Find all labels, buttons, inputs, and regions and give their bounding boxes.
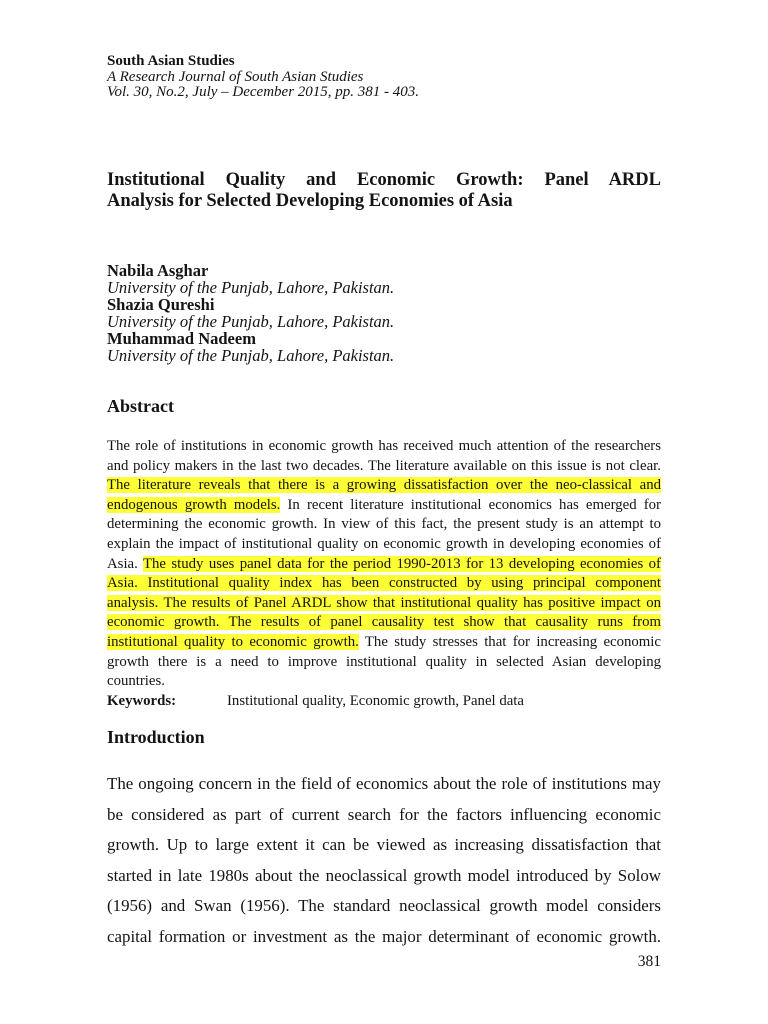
abstract-line [107,633,661,653]
keywords-value: Institutional quality, Economic growth, Panel data [227,692,524,709]
journal-subtitle: A Research Journal of South Asian Studies [107,68,364,85]
abstract-text-run: The study stresses that for increasing economic [358,633,661,650]
highlighted-text: Asia. Institutional quality index has been constructed by using principal component [107,575,661,592]
abstract-line [107,613,661,633]
abstract-text-run: determining the economic growth. In view of this fact, the present study is an attempt to [107,516,661,533]
highlighted-text: institutional quality to economic growth. [107,633,359,650]
author-entry [107,296,661,330]
abstract-body [107,437,661,711]
page-number: 381 [637,953,661,970]
author-affiliation: University of the Punjab, Lahore, Pakistan. [107,345,395,365]
introduction-line: started in late 1980s about the neoclassical growth model introduced by Solow [107,865,661,885]
highlighted-text: The literature reveals that there is a growing dissatisfaction over the neo-classical and [107,477,661,494]
highlighted-text: The study uses panel data for the period 1990-2013 for 13 developing economies of [142,555,661,572]
author-entry [107,330,661,364]
highlighted-text: economic growth. The results of panel causality test show that causality runs from [107,614,661,631]
abstract-text-run: countries. [107,673,165,690]
journal-volume-info: Vol. 30, No.2, July – December 2015, pp. 381 - 403. [107,84,420,100]
abstract-line [107,594,661,614]
introduction-heading: Introduction [107,727,205,747]
author-name: Muhammad Nadeem [107,328,256,348]
abstract-text-run: In recent literature institutional economics has emerged for [280,496,661,513]
abstract-line [107,457,661,477]
abstract-line [107,574,661,594]
abstract-line [107,476,661,496]
introduction-line: The ongoing concern in the field of economics about the role of institutions may [107,774,661,793]
journal-header [107,54,661,101]
introduction-body [107,769,661,953]
abstract-line [107,437,661,457]
paper-title-line: Institutional Quality and Economic Growth: Panel ARDL [107,169,661,190]
abstract-line [107,672,661,692]
abstract-text-run: growth there is a need to improve institutional quality in selected Asian developing [107,653,661,670]
abstract-line [107,653,661,673]
abstract-line [107,515,661,535]
abstract-heading: Abstract [107,396,174,416]
author-entry [107,262,661,296]
abstract-text-run: The role of institutions in economic growth has received much attention of the researchers [107,438,661,454]
abstract-text-run: and policy makers in the last two decades. The literature available on this issue is not clear. [107,457,661,474]
keywords-label: Keywords: [107,692,177,709]
abstract-line [107,496,661,516]
author-affiliation: University of the Punjab, Lahore, Pakistan. [107,311,395,331]
introduction-line: (1956) and Swan (1956). The standard neoclassical growth model considers [107,896,661,916]
journal-name: South Asian Studies [107,53,235,69]
highlighted-text: endogenous growth models. [107,496,281,513]
author-name: Shazia Qureshi [107,294,215,314]
keywords-row [107,692,661,712]
introduction-line: capital formation or investment as the major determinant of economic growth. [107,926,661,946]
abstract-line [107,555,661,575]
paper-title-line: Analysis for Selected Developing Economies of Asia [107,190,513,211]
author-name: Nabila Asghar [107,260,209,280]
paper-title [107,170,661,212]
author-list [107,262,661,364]
introduction-line: growth. Up to large extent it can be viewed as increasing dissatisfaction that [107,835,661,855]
author-affiliation: University of the Punjab, Lahore, Pakistan. [107,277,395,297]
abstract-text-run: explain the impact of institutional quality on economic growth in developing economies of [107,535,661,552]
introduction-line: be considered as part of current search for the factors influencing economic [107,804,661,824]
highlighted-text: analysis. The results of Panel ARDL show that institutional quality has positive impact on [107,594,661,611]
abstract-text-run: Asia. [107,555,143,572]
abstract-line [107,535,661,555]
